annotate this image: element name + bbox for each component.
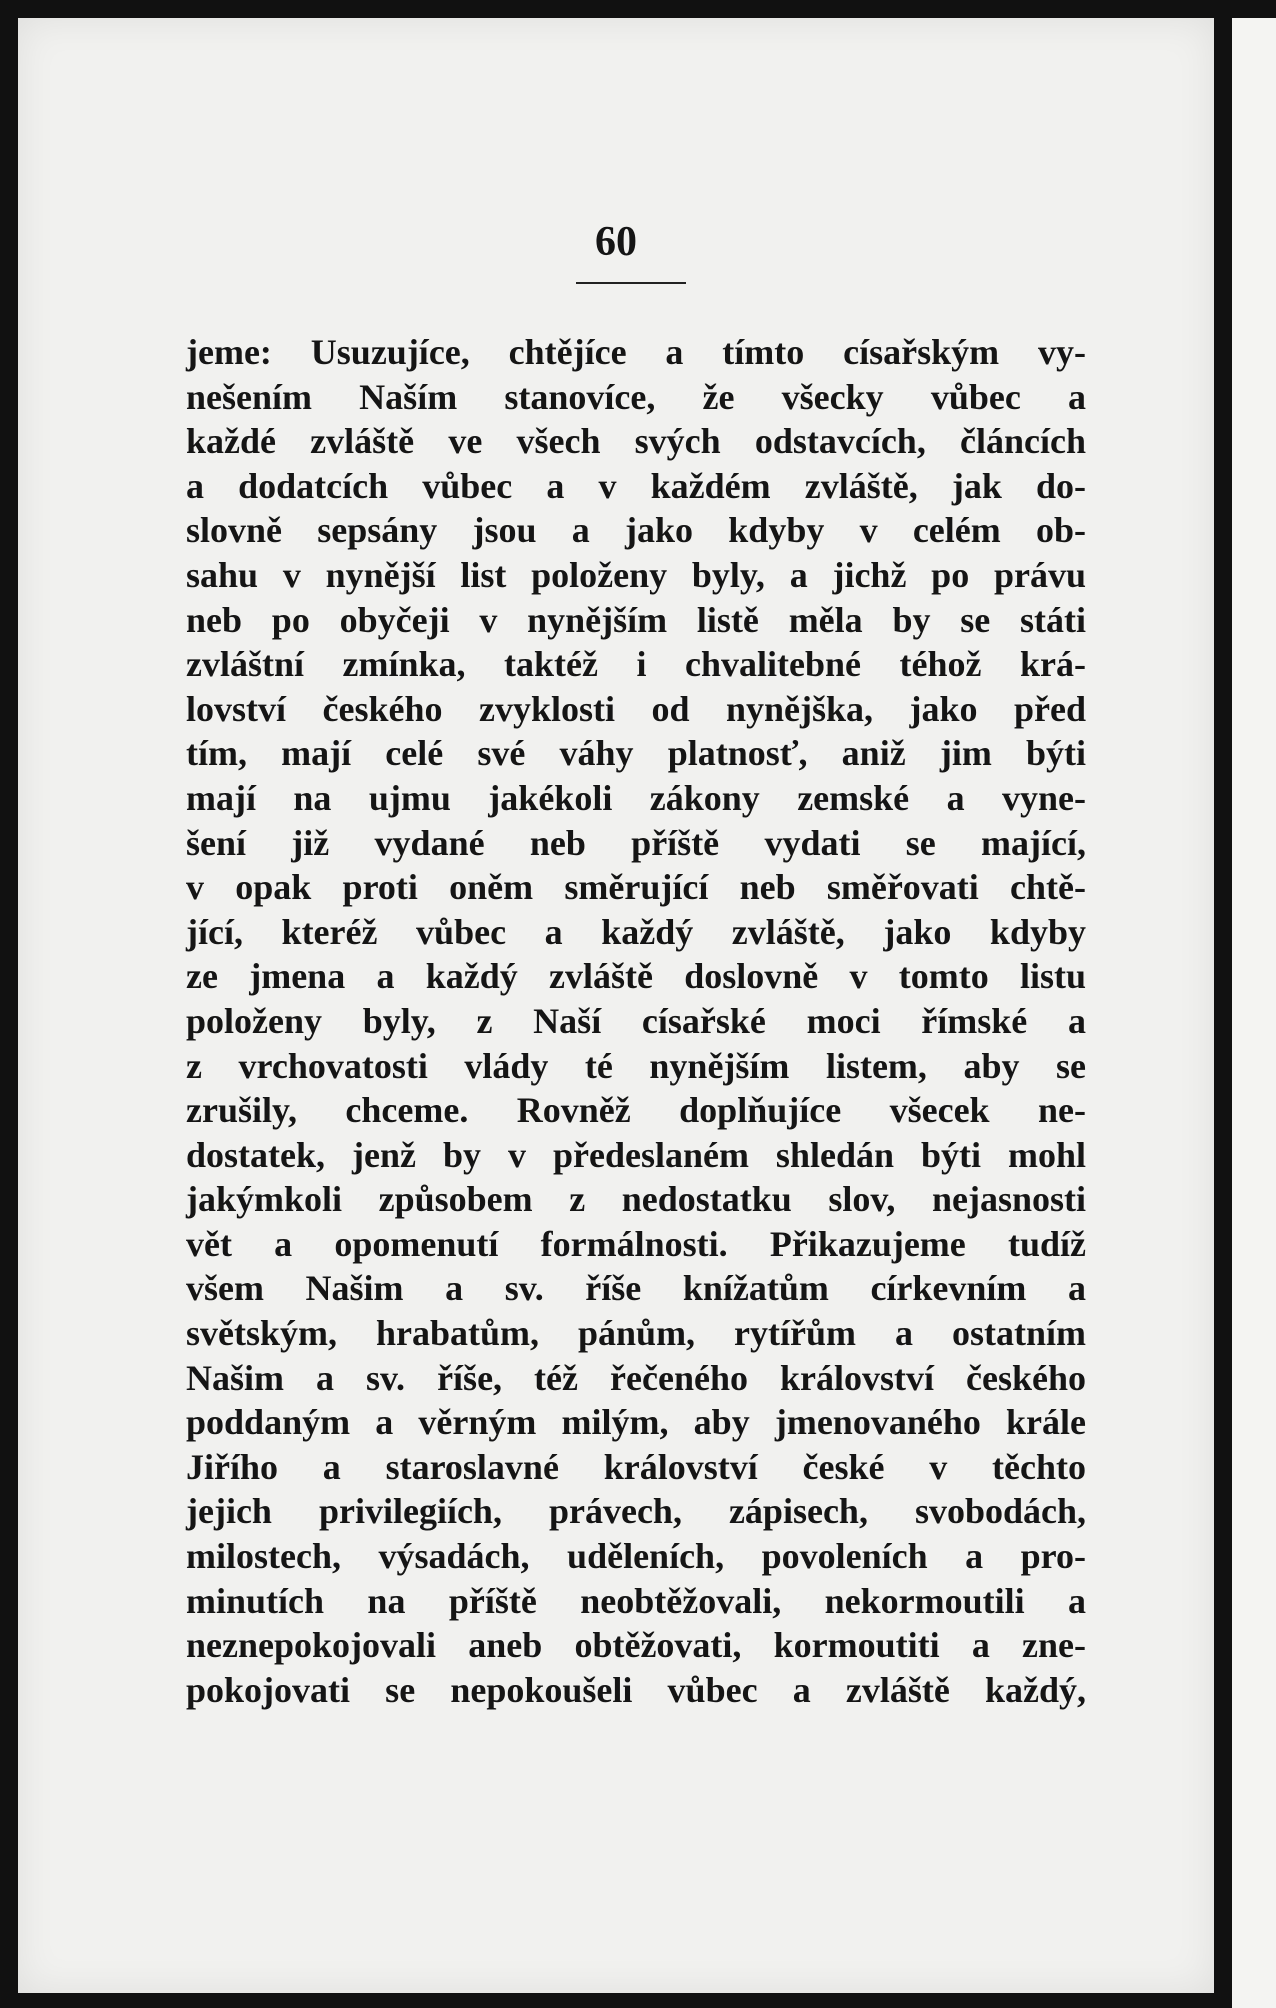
text-line: šení již vydané neb příště vydati se mající, [186,822,1086,863]
text-line: sahu v nynější list položeny byly, a jichž po právu [186,554,1086,595]
text-line: položeny byly, z Naší císařské moci římské a [186,1000,1086,1041]
text-line: neznepokojovali aneb obtěžovati, kormoutiti a zne- [186,1625,1086,1666]
text-line: jakýmkoli způsobem z nedostatku slov, nejasnosti [186,1179,1086,1220]
text-line: a dodatcích vůbec a v každém zvláště, jak do- [186,465,1086,506]
text-line: tím, mají celé své váhy platnosť, aniž jim býti [186,733,1086,774]
page-number: 60 [595,219,637,265]
text-line: vět a opomenutí formálnosti. Přikazujeme tudíž [186,1223,1086,1264]
text-line: z vrchovatosti vlády té nynějším listem, aby se [186,1045,1086,1086]
page-number-rule [576,282,686,284]
body-text [186,330,1086,1712]
text-line: mají na ujmu jakékoli zákony zemské a vyne- [186,777,1086,818]
adjacent-page-edge [1232,18,1276,2008]
text-line: neb po obyčeji v nynějším listě měla by se státi [186,599,1086,640]
text-line: ze jmena a každý zvláště doslovně v tomto listu [186,956,1086,997]
text-line: Jiřího a staroslavné království české v těchto [186,1446,1086,1487]
text-line: minutích na příště neobtěžovali, nekormoutili a [186,1580,1086,1621]
text-line: slovně sepsány jsou a jako kdyby v celém ob- [186,510,1086,551]
text-line: poddaným a věrným milým, aby jmenovaného krále [186,1402,1086,1443]
text-line: Našim a sv. říše, též řečeného království českého [186,1357,1086,1398]
book-page [18,18,1214,1993]
text-line: zvláštní zmínka, taktéž i chvalitebné téhož krá- [186,644,1086,685]
text-line: milostech, výsadách, uděleních, povoleních a pro- [186,1536,1086,1577]
text-line: světským, hrabatům, pánům, rytířům a ostatním [186,1313,1086,1354]
text-line: jeme: Usuzujíce, chtějíce a tímto císařským vy- [186,332,1086,372]
text-line: lovství českého zvyklosti od nynějška, jako před [186,688,1086,729]
text-line: každé zvláště ve všech svých odstavcích, článcích [186,421,1086,462]
text-line: všem Našim a sv. říše knížatům církevním a [186,1268,1086,1309]
text-line: zrušily, chceme. Rovněž doplňujíce všecek ne- [186,1090,1086,1131]
text-line: v opak proti oněm směrující neb směřovati chtě- [186,867,1086,908]
text-line: jejich privilegiích, právech, zápisech, svobodách, [186,1491,1086,1532]
text-line: jící, kteréž vůbec a každý zvláště, jako kdyby [186,911,1086,952]
text-line: pokojovati se nepokoušeli vůbec a zvláště každý, [186,1669,1086,1710]
text-line: dostatek, jenž by v předeslaném shledán býti mohl [186,1134,1086,1175]
text-line: nešením Naším stanovíce, že všecky vůbec a [186,376,1086,417]
